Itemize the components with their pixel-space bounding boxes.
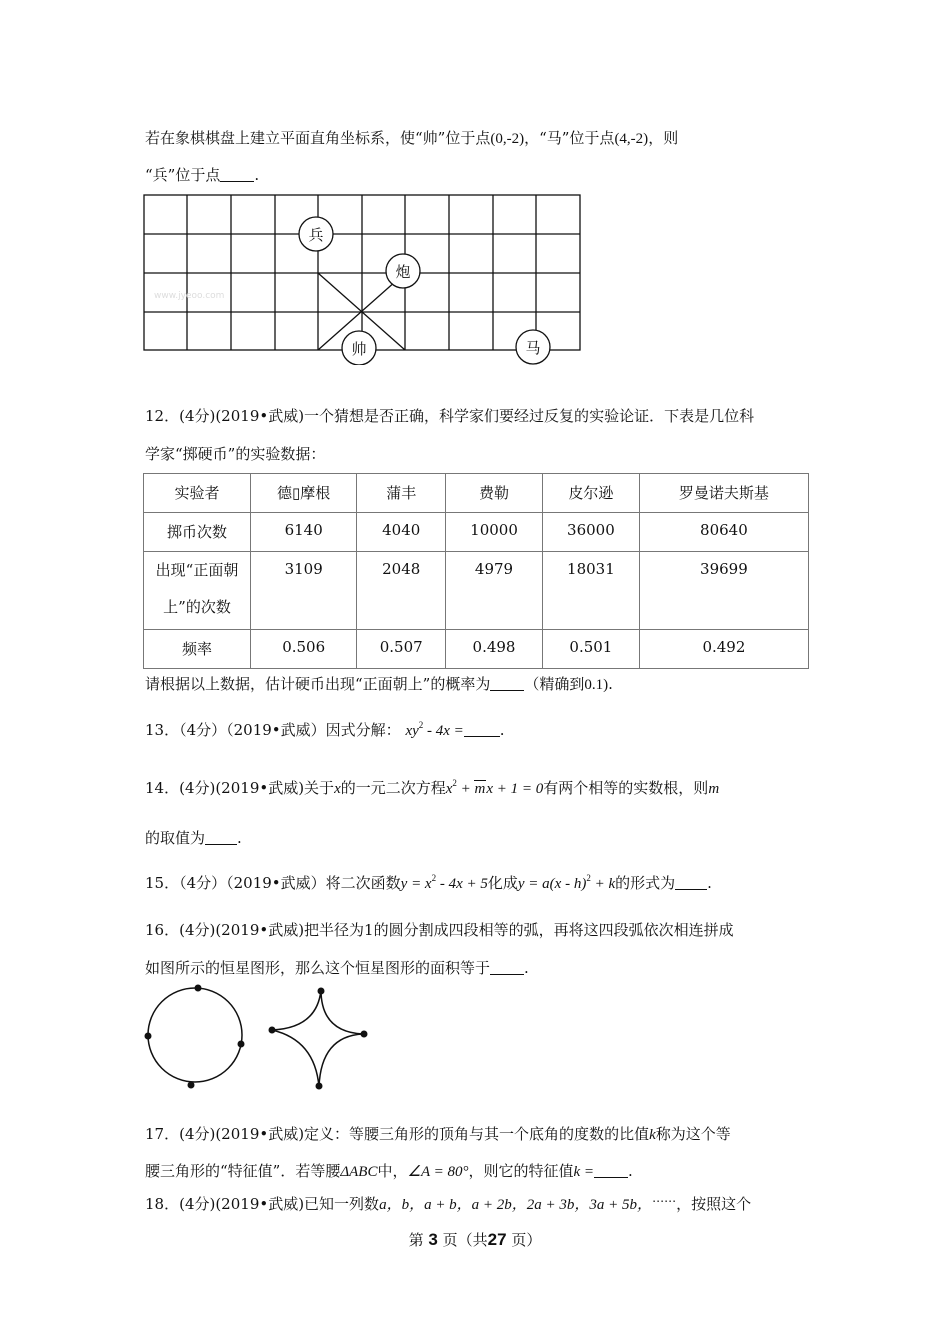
star-figure [135, 980, 385, 1095]
p15-function: $y = x^2$ ‑ 4x + 5 [400, 873, 488, 892]
p16-line1: 16．(4分)(2019•武威)把半径为1的圆分割成四段相等的弧，再将这四段弧依次相连拼成 [145, 921, 734, 939]
watermark: www.jyeoo.com [154, 291, 225, 301]
p15-vertex-form: y = a(x ‑ h)$^2$ + k [517, 873, 616, 892]
p18-sequence: a，b，a + b，a + 2b，2a + 3b，3a + 5b， [379, 1197, 653, 1213]
table-header: 皮尔逊 [542, 474, 639, 513]
p14-line2: 的取值为 . [145, 829, 242, 847]
table-cell: 频率 [144, 630, 251, 669]
p14-line1: 14．(4分)(2019•武威)关于x的一元二次方程$x^2$ + mx + 1 = 0有两个相等的实数根，则m [145, 778, 720, 797]
answer-blank [675, 875, 707, 890]
table-cell: 2048 [357, 552, 446, 630]
table-row [144, 630, 809, 669]
table-cell: 10000 [446, 513, 543, 552]
piece-ma [516, 330, 550, 364]
p12-line2: 学家“掷硬币”的实验数据： [145, 445, 326, 463]
svg-text:帅: 帅 [351, 340, 367, 358]
coin-toss-table [143, 473, 809, 669]
answer-blank [490, 960, 524, 975]
table-header: 德▯摩根 [251, 474, 357, 513]
p16-line2: 如图所示的恒星图形，那么这个恒星图形的面积等于 . [145, 959, 529, 977]
page-total: 27 [487, 1230, 507, 1249]
table-cell: 39699 [639, 552, 808, 630]
table-cell: 80640 [639, 513, 808, 552]
p12-line1: 12．(4分)(2019•武威)一个猜想是否正确，科学家们要经过反复的实验论证．下表是几位科 [145, 407, 755, 425]
table-cell: 出现“正面朝 上”的次数 [144, 552, 251, 630]
table-header: 蒲丰 [357, 474, 446, 513]
p13-line: 13．（4分）（2019•武威）因式分解： $xy^2$ ‑ 4x = . [145, 720, 505, 739]
p14-equation: $x^2$ + mx + 1 = 0 [445, 778, 544, 797]
table-cell: 0.498 [446, 630, 543, 669]
table-header: 费勒 [446, 474, 543, 513]
table-cell: 0.506 [251, 630, 357, 669]
table-cell: 36000 [542, 513, 639, 552]
table-header: 罗曼诺夫斯基 [639, 474, 808, 513]
table-cell: 4040 [357, 513, 446, 552]
answer-blank [490, 676, 524, 691]
answer-blank [464, 722, 500, 737]
chess-board-figure [140, 190, 585, 365]
table-cell: 4979 [446, 552, 543, 630]
page-footer: 第 3 页（共27 页） [408, 1230, 542, 1249]
svg-text:兵: 兵 [308, 226, 324, 244]
table-cell: 18031 [542, 552, 639, 630]
piece-pao [386, 254, 420, 288]
table-cell: 0.501 [542, 630, 639, 669]
p11-line1: 若在象棋棋盘上建立平面直角坐标系，使“帅”位于点(0,‑2)，“马”位于点(4,‑2)，则 [145, 129, 679, 147]
table-cell: 掷币次数 [144, 513, 251, 552]
p13-expression: $xy^2$ ‑ 4x = [405, 720, 464, 739]
page-number: 3 [428, 1230, 438, 1249]
table-cell: 0.507 [357, 630, 446, 669]
p11-line2: “兵”位于点 . [145, 166, 260, 184]
table-row [144, 552, 809, 630]
svg-text:马: 马 [525, 339, 541, 357]
piece-bing [299, 217, 333, 251]
table-cell: 3109 [251, 552, 357, 630]
table-cell: 6140 [251, 513, 357, 552]
p17-line2: 腰三角形的“特征值”．若等腰ΔABC中，∠A = 80°，则它的特征值k = . [145, 1162, 633, 1180]
piece-shuai [342, 331, 376, 365]
table-row [144, 513, 809, 552]
table-header-row [144, 474, 809, 513]
svg-text:炮: 炮 [395, 263, 411, 281]
p12-question: 请根据以上数据，估计硬币出现“正面朝上”的概率为 （精确到0.1). [145, 675, 613, 693]
answer-blank [205, 830, 237, 845]
answer-blank [220, 167, 254, 182]
table-cell: 0.492 [639, 630, 808, 669]
p17-line1: 17．(4分)(2019•武威)定义：等腰三角形的顶角与其一个底角的度数的比值k称为这个等 [145, 1125, 731, 1143]
p15-line: 15．（4分）（2019•武威）将二次函数$y = x^2$ ‑ 4x + 5化成y = a(x ‑ h)$^2$ + k的形式为 . [145, 873, 712, 892]
p18-line: 18．(4分)(2019•武威)已知一列数a，b，a + b，a + 2b，2a + 3b，3a + 5b，⋯⋯，按照这个 [145, 1194, 752, 1213]
table-header: 实验者 [144, 474, 251, 513]
answer-blank [594, 1163, 628, 1178]
p17-angle: ∠A = 80° [407, 1164, 469, 1180]
